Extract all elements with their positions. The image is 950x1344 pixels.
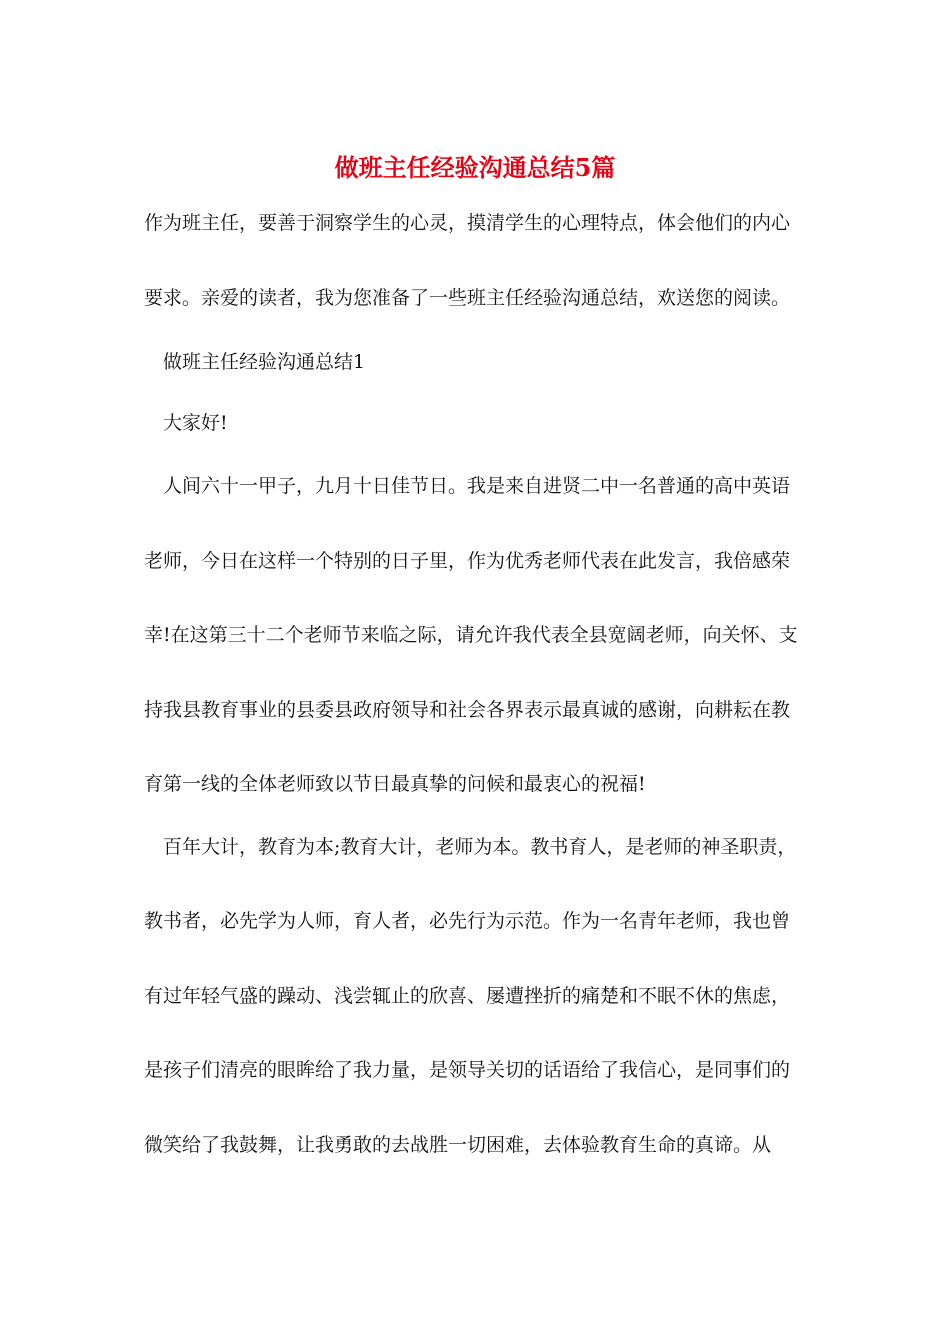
greeting-line: 大家好!: [163, 412, 228, 434]
paragraph-line: 持我县教育事业的县委县政府领导和社会各界表示最真诚的感谢，向耕耘在教: [144, 699, 791, 721]
paragraph-line: 是孩子们清亮的眼眸给了我力量，是领导关切的话语给了我信心，是同事们的: [144, 1059, 791, 1081]
paragraph-line: 人间六十一甲子，九月十日佳节日。我是来自进贤二中一名普通的高中英语: [163, 475, 791, 497]
paragraph-line: 作为班主任，要善于洞察学生的心灵，摸清学生的心理特点，体会他们的内心: [144, 212, 791, 234]
document-title: 做班主任经验沟通总结5篇: [334, 153, 616, 182]
paragraph-line: 老师，今日在这样一个特别的日子里，作为优秀老师代表在此发言，我倍感荣: [144, 550, 791, 572]
paragraph-line: 教书者，必先学为人师，育人者，必先行为示范。作为一名青年老师，我也曾: [144, 910, 791, 932]
paragraph-line: 百年大计，教育为本;教育大计，老师为本。教书育人，是老师的神圣职责，: [163, 836, 797, 858]
paragraph-line: 有过年轻气盛的躁动、浅尝辄止的欣喜、屡遭挫折的痛楚和不眠不休的焦虑，: [144, 985, 791, 1007]
section-heading: 做班主任经验沟通总结1: [163, 351, 366, 373]
paragraph-line: 幸!在这第三十二个老师节来临之际，请允许我代表全县宽阔老师，向关怀、支: [144, 624, 798, 646]
paragraph-line: 育第一线的全体老师致以节日最真挚的问候和最衷心的祝福!: [144, 773, 646, 795]
paragraph-line: 微笑给了我鼓舞，让我勇敢的去战胜一切困难，去体验教育生命的真谛。从: [144, 1134, 772, 1156]
paragraph-line: 要求。亲爱的读者，我为您准备了一些班主任经验沟通总结，欢送您的阅读。: [144, 287, 791, 309]
